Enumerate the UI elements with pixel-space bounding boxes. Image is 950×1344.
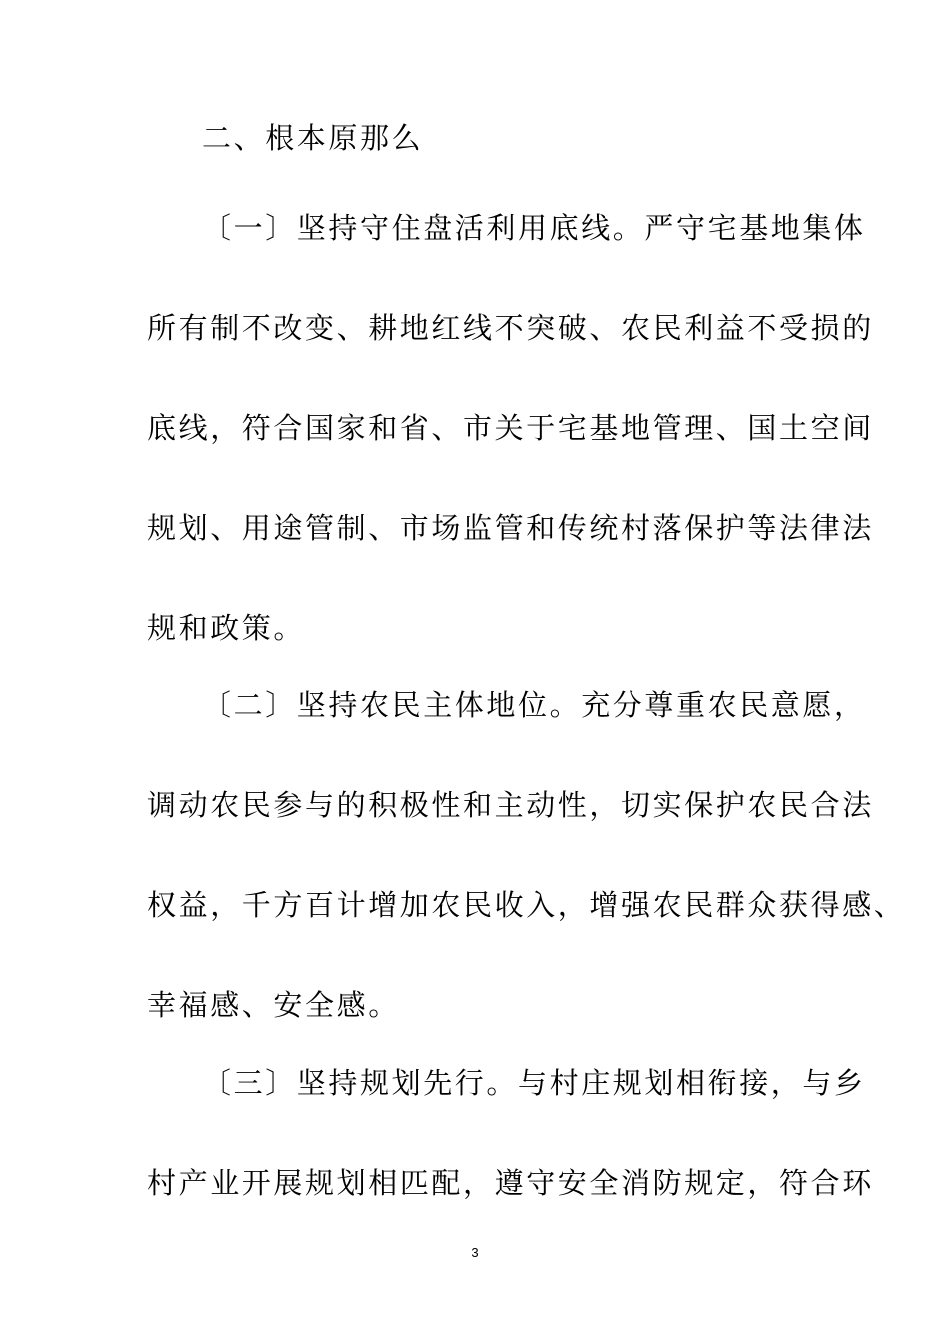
paragraph-2-line-1: 〔二〕坚持农民主体地位。充分尊重农民意愿， <box>202 688 866 722</box>
paragraph-1-line-1: 〔一〕坚持守住盘活利用底线。严守宅基地集体 <box>202 211 866 245</box>
paragraph-2-line-4: 幸福感、安全感。 <box>147 988 400 1022</box>
paragraph-2-line-2: 调动农民参与的积极性和主动性，切实保护农民合法 <box>147 788 874 822</box>
paragraph-3-line-1: 〔三〕坚持规划先行。与村庄规划相衔接，与乡 <box>202 1066 866 1100</box>
paragraph-3-line-2: 村产业开展规划相匹配，遵守安全消防规定，符合环 <box>147 1166 874 1200</box>
paragraph-1-line-5: 规和政策。 <box>147 611 306 645</box>
paragraph-2-line-3: 权益，千方百计增加农民收入，增强农民群众获得感、 <box>147 888 906 922</box>
paragraph-1-line-4: 规划、用途管制、市场监管和传统村落保护等法律法 <box>147 511 874 545</box>
page-number: 3 <box>471 1245 479 1260</box>
paragraph-1-line-3: 底线，符合国家和省、市关于宅基地管理、国土空间 <box>147 411 874 445</box>
paragraph-1-line-2: 所有制不改变、耕地红线不突破、农民利益不受损的 <box>147 311 874 345</box>
section-heading: 二、根本原那么 <box>202 121 424 155</box>
